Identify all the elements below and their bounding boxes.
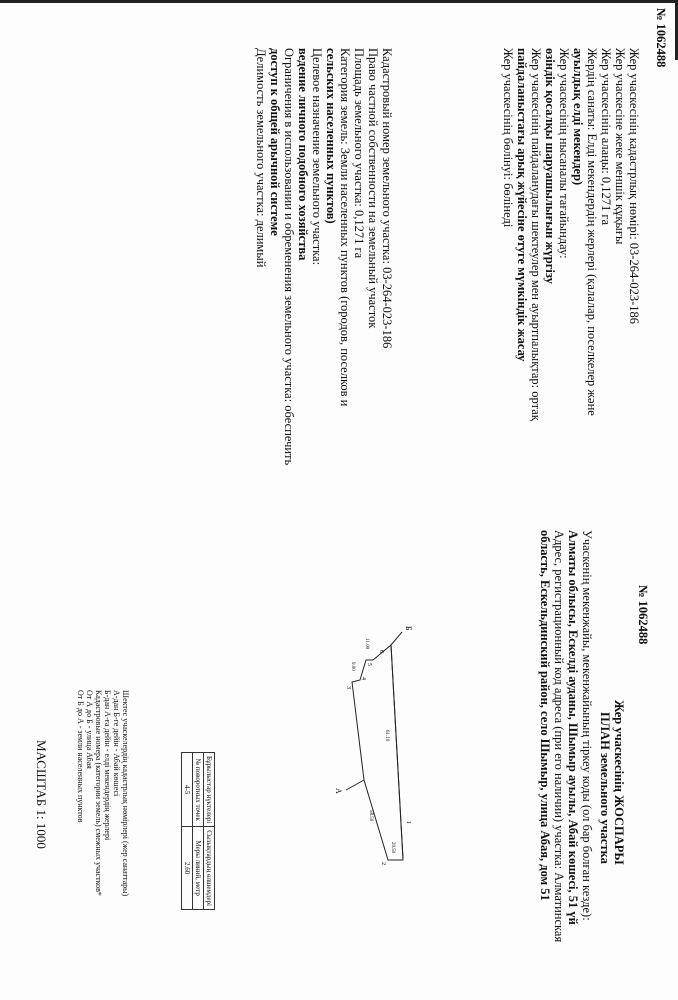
plot-boundary-long	[391, 645, 403, 858]
kz-line-9: Жер учаскесінің бөлінуі: бөлінеді	[501, 48, 515, 228]
kz-line-7: Жер учаскесінің пайдаланудағы шектеулер мен ауыртпалықтар: ортақ	[529, 48, 543, 421]
dim-9-00: 9.00	[350, 662, 355, 671]
table-subheader-points: № поворотных точек	[193, 753, 204, 827]
address-line-1: Алматы облысы, Ескелді ауданы, Шымыр ауылы, Абай көшесі, 51 үй	[566, 530, 580, 925]
table-header-lines: Сызықтардың өлшемдері	[204, 827, 215, 910]
dim-61-10: 61.10	[384, 730, 389, 742]
ru-line-8: доступ к общей арычной системе	[268, 48, 282, 236]
table-cell-point: 4-5	[182, 753, 193, 827]
ru-line-9: Делимость земельного участка: делимый	[254, 48, 268, 268]
point-5: 5	[366, 663, 372, 666]
right-doc-number: № 1062488	[636, 585, 650, 645]
address-line-3: область, Ескельдинский район, село Шымыр, улица Абая, дом 51	[538, 530, 552, 901]
plan-title-kz: Жер учаскесінің ЖОСПАРЫ	[612, 700, 626, 865]
kz-line-8: пайдаланыстағы арық жүйесіне өтуге мүмкіндік жасау	[515, 48, 529, 362]
neighbor-label-a: А	[334, 788, 343, 794]
kz-line-6: өзіндік қосалқы шаруашылығын жүргізу	[543, 48, 557, 284]
arrow-b	[391, 632, 402, 645]
point-1: 1	[405, 821, 411, 824]
land-plot-drawing	[228, 620, 428, 865]
address-line-2: Адрес, регистрационный код адреса (при его наличии) участка: Алматинская	[552, 530, 566, 943]
legend-line-0: Шектес учаскелердің кадастрлық нөмірлері (жер санаттары)	[121, 690, 130, 897]
ru-line-1: Право частной собственности на земельный участок	[366, 48, 380, 329]
arrow-a	[346, 780, 364, 790]
legend-line-4: От А до Б - улица Абая	[85, 690, 94, 769]
table-subheader-lines: Меры линий, метр	[193, 827, 204, 910]
ru-line-5: Целевое назначение земельного участка:	[310, 48, 324, 266]
ru-line-6: ведение личного подобного хозяйства	[296, 48, 310, 261]
legend-line-3: Кадастровые номера (категории земель) смежных участков*	[94, 690, 103, 896]
table-row	[182, 753, 193, 910]
ru-line-2: Площадь земельного участка: 0,1271 га	[352, 48, 366, 259]
point-3: 3	[345, 686, 351, 689]
ru-line-0: Кадастровый номер земельного участка: 03-264-023-186	[380, 48, 394, 349]
left-doc-number: № 1062488	[654, 8, 668, 68]
legend-line-2: Б-дан А-ға дейін - елді мекендердің жерлері	[103, 690, 112, 841]
table-cell-length: 2.60	[182, 827, 193, 910]
neighbor-label-b: Б	[404, 626, 413, 631]
kz-line-5: Жер учаскесінің нысаналы тағайындау:	[557, 48, 571, 259]
kz-line-3: Жердің санаты: Елді мекендердің жерлері (қалалар, поселкелер және	[585, 48, 599, 416]
ru-line-7: Ограничения в использовании и обременения земельного участка: обеспечить	[282, 48, 296, 466]
legend-line-5: От Б до А - земли населенных пунктов	[76, 690, 85, 823]
dim-58-50: 58.50	[368, 810, 373, 822]
address-line-0: Учаскенің мекенжайы, мекенжайының тіркеу коды (ол бар болған кезде):	[580, 530, 594, 921]
point-6: 6	[378, 650, 384, 653]
table-header-points: Бұрылыстар нүктелері	[204, 753, 215, 827]
kz-line-4: ауылдық елді мекендер)	[571, 48, 585, 186]
dim-20-50: 20.50	[390, 842, 395, 854]
kz-line-2: Жер учаскесінің алаңы: 0,1271 га	[599, 48, 613, 226]
kz-line-0: Жер учаскесінің кадастрлық нөмірі: 03-264-023-186	[627, 48, 641, 325]
ru-line-3: Категория земель: Земли населенных пунктов (городов, поселков и	[338, 48, 352, 407]
point-2: 2	[380, 862, 386, 865]
ru-line-4: сельских населенных пунктов)	[324, 48, 338, 224]
scale-label: МАСШТАБ 1: 1000	[34, 740, 49, 849]
plan-title-ru: ПЛАН земельного участка	[598, 712, 612, 864]
turning-points-table	[181, 752, 215, 910]
kz-line-1: Жер учаскесіне жеке меншік құқығы	[613, 48, 627, 245]
point-4: 4	[360, 677, 366, 680]
dim-11-00: 11.00	[364, 638, 369, 650]
legend-line-1: А-дан Б-ге дейін - Абай көшесі	[112, 690, 121, 797]
